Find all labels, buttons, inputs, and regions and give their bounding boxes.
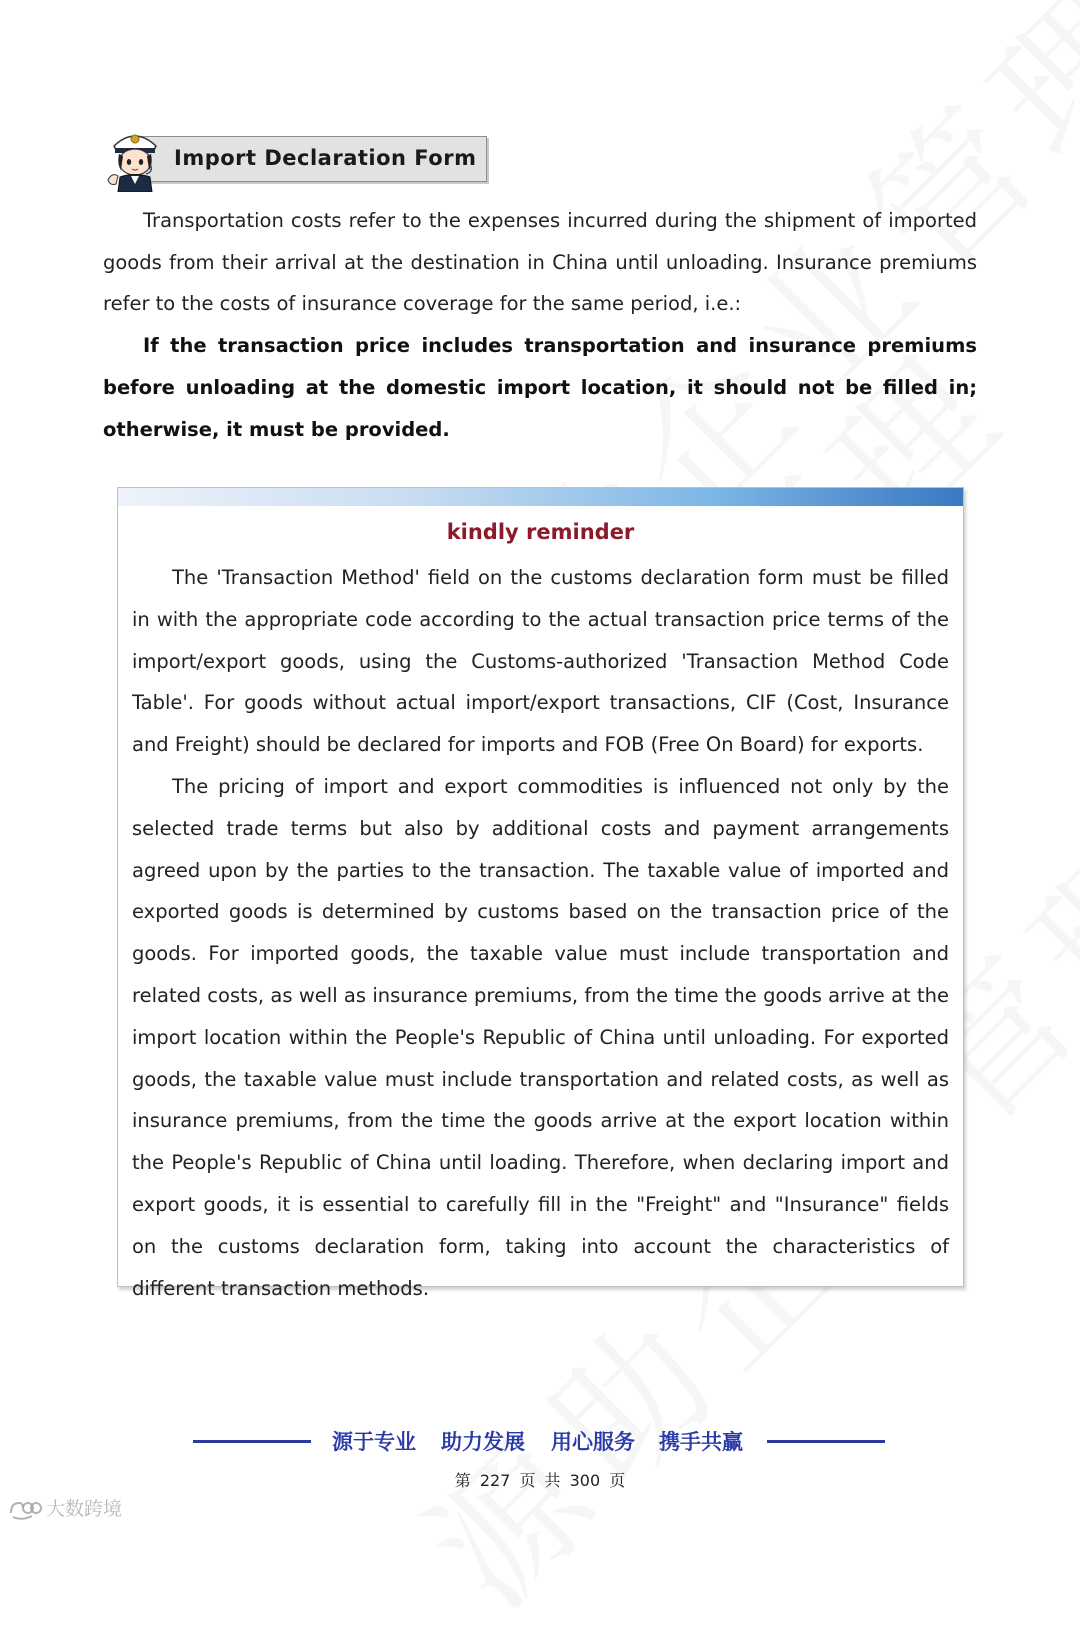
- footer-divider-left: [193, 1440, 311, 1443]
- reminder-paragraph: The 'Transaction Method' field on the customs declaration form must be filled in with the appropriate code according to the actual transaction price terms of the import/export goods, using the Customs-authorized 'Transaction Method Code Table'. For goods without actual import/export transactions, CIF (Cost, Insurance and Freight) should be declared for imports and FOB (Free On Board) for exports.: [132, 566, 949, 757]
- reminder-body: [132, 557, 949, 1309]
- page-number: 第 227 页 共 300 页: [454, 1471, 626, 1490]
- intro-bold-paragraph: If the transaction price includes transportation and insurance premiums before unloading at the domestic import location, it should not be filled in; otherwise, it must be provided.: [103, 334, 977, 441]
- intro-paragraph: Transportation costs refer to the expenses incurred during the shipment of imported goods from their arrival at the destination in China until unloading. Insurance premiums refer to the costs of insurance coverage for the same period, i.e.:: [103, 209, 977, 316]
- customs-officer-icon: [104, 122, 166, 192]
- slogan-item: 用心服务: [551, 1430, 635, 1454]
- footer-slogan: [0, 1426, 1080, 1456]
- intro-text: [103, 200, 977, 450]
- section-header: [104, 122, 504, 192]
- reminder-title: kindly reminder: [446, 520, 635, 544]
- brand-watermark: [8, 1494, 122, 1522]
- reminder-box: [117, 487, 964, 1300]
- reminder-paragraph: The pricing of import and export commodities is influenced not only by the selected trade terms but also by additional costs and payment arrangements agreed upon by the parties to the transaction. The taxable value of imported and exported goods is determined by customs based on the transaction price of the goods. For imported goods, the taxable value must include transportation and related costs, as well as insurance premiums, from the time the goods arrive at the import location within the People's Republic of China until unloading. For exported goods, the taxable value must include transportation and related costs, as well as insurance premiums, from the time the goods arrive at the export location within the People's Republic of China until loading. Therefore, when declaring import and export goods, it is essential to carefully fill in the "Freight" and "Insurance" fields on the customs declaration form, taking into account the characteristics of different transaction methods.: [132, 774, 949, 1300]
- slogan-item: 源于专业: [332, 1430, 416, 1454]
- footer-divider-right: [767, 1440, 885, 1443]
- brand-name: 大数跨境: [46, 1498, 123, 1520]
- section-title: Import Declaration Form: [174, 146, 477, 170]
- slogan-item: 携手共赢: [659, 1430, 743, 1454]
- brand-logo-icon: [8, 1499, 42, 1521]
- slogan-item: 助力发展: [441, 1430, 525, 1454]
- reminder-header-bar: [118, 488, 963, 506]
